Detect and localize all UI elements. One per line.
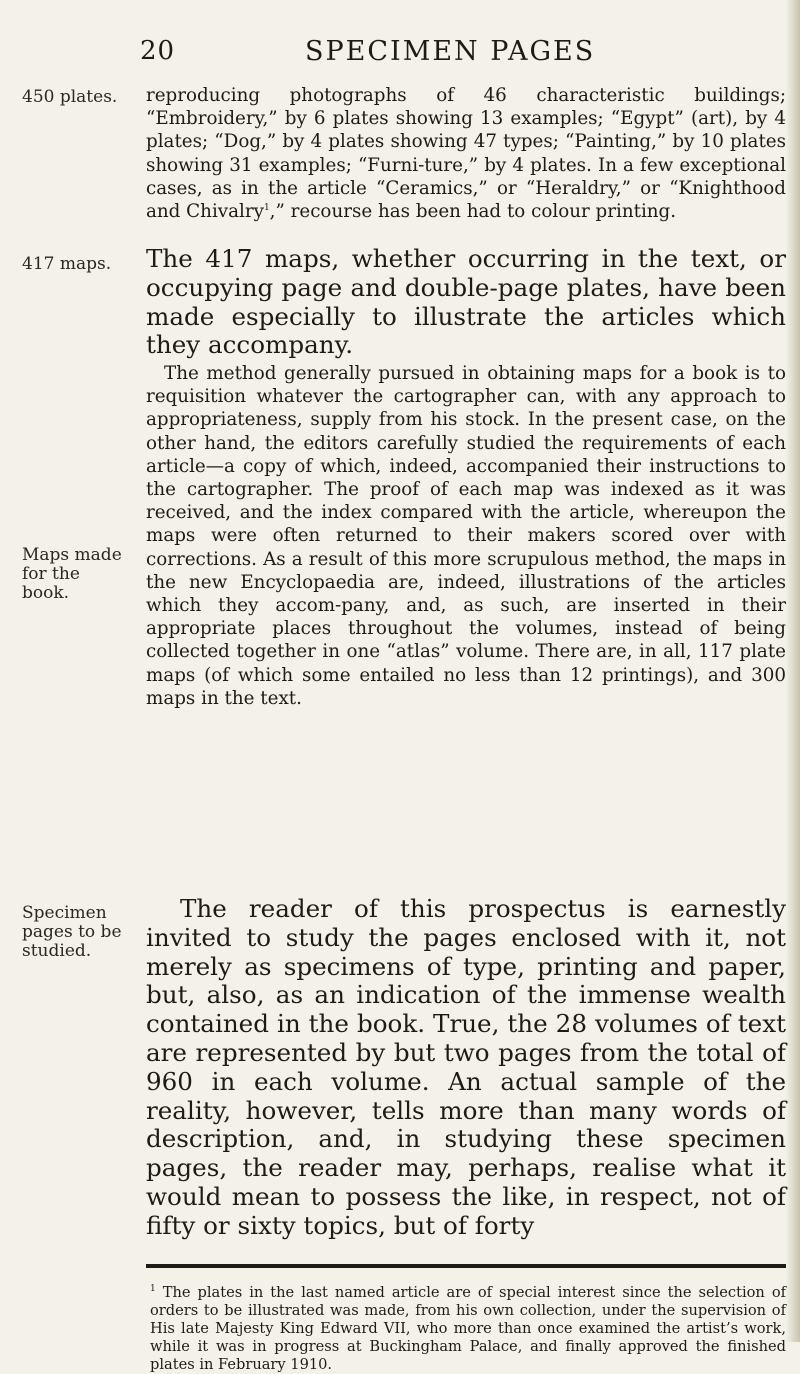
page-edge-shadow <box>786 0 800 1342</box>
footnote-marker: 1 <box>150 1284 156 1295</box>
paragraph-plates <box>146 84 786 223</box>
margin-note-specimen: Specimen pages to be studied. <box>22 903 122 961</box>
margin-note-maps-made: Maps made for the book. <box>22 545 122 603</box>
paragraph-maps-lead: The 417 maps, whether occurring in the text, or occupying page and double-page plates, have been made especially to illustrate the articles which they accompany. <box>146 244 786 360</box>
footnote <box>150 1284 786 1374</box>
page-number: 20 <box>140 36 176 66</box>
paragraph-maps-method: The method generally pursued in obtaining maps for a book is to requisition whatever the cartographer can, with any approach to appropriateness, supply from his stock. In the present case, on the other hand, the editors carefully studied the requirements of each article—a copy of which, indeed, accompanied their instructions to the cartographer. The proof of each map was indexed as it was received, and the index compared with the article, whereupon the maps were often returned to their makers scored over with corrections. As a result of this more scrupulous method, the maps in the new Encyclopaedia are, indeed, illustrations of the articles which they accom-pany, and, as such, are inserted in their appropriate places throughout the volumes, instead of being collected together in one “atlas” volume. There are, in all, 117 plate maps (of which some entailed no less than 12 printings), and 300 maps in the text. <box>146 363 786 709</box>
paragraph-plates-text: reproducing photographs of 46 characteristic buildings; “Embroidery,” by 6 plates showing 13 examples; “Egypt” (art), by 4 plates; “Dog,” by 4 plates showing 47 types; “Painting,” by 10 plates showing 31 examples; “Furni-ture,” by 4 plates. In a few exceptional cases, as in the article “Ceramics,” or “Heraldry,” or “Knighthood and Chivalry <box>146 85 786 223</box>
paragraph-specimen: The reader of this prospectus is earnestly invited to study the pages enclosed with it, not merely as specimens of type, printing and paper, but, also, as an indication of the immense wealth contained in the book. True, the 28 volumes of text are represented by but two pages from the total of 960 in each volume. An actual sample of the reality, however, tells more than many words of description, and, in studying these specimen pages, the reader may, perhaps, realise what it would mean to possess the like, in respect, not of fifty or sixty topics, but of forty <box>146 894 786 1240</box>
margin-note-plates: 450 plates. <box>22 87 118 107</box>
footnote-ref: 1 <box>263 202 270 213</box>
page-header <box>0 36 800 76</box>
paragraph-plates-end: ,” recourse has been had to colour printing. <box>269 201 677 223</box>
footnote-text: The plates in the last named article are of special interest since the selection of orders to be illustrated was made, from his own collection, under the supervision of His late Majesty King Edward VII, who more than once examined the artist’s work, while it was in progress at Buckingham Palace, and finally approved the finished plates in February 1910. <box>150 1284 787 1373</box>
running-title: SPECIMEN PAGES <box>305 36 596 67</box>
margin-note-maps: 417 maps. <box>22 254 112 274</box>
footnote-rule <box>146 1264 786 1268</box>
